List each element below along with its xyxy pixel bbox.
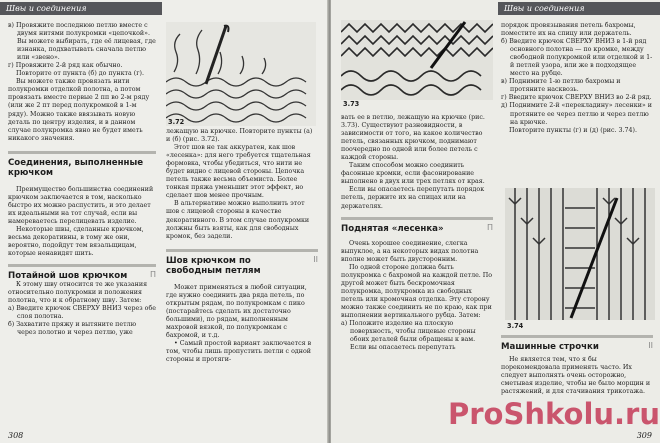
- right-column-2b: [501, 334, 653, 396]
- difficulty-mark: II: [648, 341, 653, 350]
- right-section-title-ladder: Поднятая «лесенка»: [341, 223, 444, 234]
- right-text-c2-d: д) Поднимите 2-й «перекладину» лесенки» и протяните ее через петлю и через петлю на крючке.: [501, 102, 652, 126]
- right-text-c2-repeat: Повторите пункты (г) и (д) (рис. 3.74).: [509, 126, 637, 134]
- left-column-1: [8, 22, 156, 337]
- difficulty-mark: П: [149, 270, 156, 280]
- left-section-title-crochet: Соединения, выполненные крючком: [8, 157, 144, 178]
- right-text-c2-v: в) Поднимите 1-ю петлю бахромы и протяните насквозь.: [501, 78, 621, 94]
- page-number-left: 308: [8, 431, 24, 440]
- right-text-c2-b: б) Введите крючок СВЕРХУ ВНИЗ в 1-й ряд основного полотна — по кромке, между свободной полукромкой или отделкой и 1-й петлей узора, или же в подходящее место на рубце.: [501, 38, 653, 78]
- right-text-c1-4: Очень хорошее соединение, слегка выпуклое, а на некоторых видах полотна вполне может быть двусторонним.: [341, 239, 479, 263]
- difficulty-mark: II: [313, 254, 318, 264]
- left-text-para: Вы можете также провязать нити полукромки отделкой полотна, а потом провязать вместе первые 2 пп во 2-м ряду (или же 2 пт перед полукромкой в 1-м ряду). Можно также ввязывать новую деталь по центру изделия, и в данном случае полукромка явно не будет иметь никакого значения.: [8, 78, 150, 142]
- figure-3-73-image: [341, 20, 493, 100]
- right-text-c1-3: Если вы опасаетесь перепутать порядок петель, держите их на спицах или на держателях.: [341, 186, 485, 210]
- right-column-1: [341, 114, 493, 352]
- right-text-c1-6: а) Положите изделие на плоскую поверхность, чтобы лицевые стороны обоих деталей были обращены к вам. Если вы опасаетесь перепутать: [341, 320, 476, 352]
- watermark-text: ProShkolu.ru: [448, 397, 660, 431]
- figure-3-72-label: 3.72: [168, 118, 185, 126]
- right-page: [331, 0, 660, 443]
- left-text-c2-2: Этот шов не так аккуратен, как шов «лесенка»: для него требуется тщательная формовка, чтобы убедиться, что нити не будет видно с лицевой стороны. Цепочка петель также весьма объемиста. Более тонкая пряжа уменьшит этот эффект, но сделает шов менее прочным.: [166, 144, 311, 200]
- left-text-hidden-1: К этому шву относится те же указания относительно полукромки и положения полотна, что и к обратному шву. Затем:: [8, 281, 148, 305]
- right-text-c1-5: По одной стороне должна быть полукромка с бахромой на каждой петле. По другой может быть бескромочная полукромка, полукромка из свободных петель или кромочная отделка. Эту сторону можно также соединить не по краю, как при выполнении вертикального рубца. Затем:: [341, 263, 493, 319]
- left-text-hidden-a: а) Введите крючок СВЕРХУ ВНИЗ через обе слоя полотна.: [8, 305, 156, 321]
- left-page: [0, 0, 328, 443]
- section-divider: [166, 249, 318, 252]
- page-number-right: 309: [636, 431, 652, 440]
- right-text-c1-2: Таким способом можно соединить фасонные кромки, если фасонирование выполнено в двух или трех петлях от края.: [341, 162, 485, 186]
- left-text-repeat: Повторите от пункта (б) до пункта (г).: [16, 70, 144, 78]
- section-divider: [501, 335, 653, 338]
- left-running-header: Швы и соединения: [0, 2, 162, 15]
- watermark-logo: [448, 394, 660, 434]
- right-text-c2-1: порядок провязывания петель бахромы, поместите их на спицу или держатель.: [501, 22, 636, 38]
- right-column-2: [501, 22, 653, 135]
- section-divider: [8, 264, 156, 267]
- section-divider: [8, 151, 156, 154]
- figure-3-74-image: [505, 188, 655, 320]
- right-text-c2-g: г) Введите крючок СВЕРХУ ВНИЗ во 2-й ряд.: [501, 94, 652, 102]
- figure-3-74-label: 3.74: [507, 322, 524, 330]
- left-column-2: [166, 128, 318, 364]
- left-text-c2-5: • Самый простой вариант заключается в том, чтобы лишь пропустить петли с одной стороны и протяги-: [166, 339, 312, 364]
- figure-3-72-image: [166, 22, 316, 126]
- section-divider: [341, 217, 493, 220]
- right-section-title-machine: Машинные строчки: [501, 342, 599, 352]
- difficulty-mark: П: [486, 222, 493, 232]
- left-text-b: в) Провяжите последнюю петлю вместе с двумя нитями полукромки «цепочкой». Вы можете выбирать, где её лицевая, где изнанка, подхватывать сначала петлю или «звено».: [8, 22, 156, 62]
- left-text-c2-4: Может применяться в любой ситуации, где нужно соединить два ряда петель, по открытым рядам, по полукромкам с пико (постарайтесь сделать их достаточно большими), по рядам, выполненным махровой вязкой, по полукромкам с бахромой, и т.д.: [166, 283, 307, 339]
- right-text-c1-1: вать ее в петлю, лежащую на крючке (рис. 3.73). Существуют разновидности, в зависимости от того, на какое количество петель, связанных крючком, поднимают поочередно по одной или более петель с каждой стороны.: [341, 114, 485, 162]
- left-text-c2-1: лежащую на крючке. Повторите пункты (а) и (б) (рис. 3.72).: [166, 128, 313, 144]
- left-text-crochet-1: Преимущество большинства соединений крючком заключается в том, насколько быстро их можно распустить, и это делает их идеальными на тот случай, если вы намереваетесь перелицевать изделие.: [8, 185, 154, 225]
- right-text-machine: Не является тем, что я бы порекомендовала применять часто. Их следует выполнять очень осторожно, сметывая изделие, чтобы не было морщин и растяжений, и для стачивания трикотажа.: [501, 356, 651, 396]
- left-section-title-free-loops: Шов крючком по свободным петлям: [166, 255, 261, 276]
- figure-3-73-label: 3.73: [343, 100, 360, 108]
- left-text-c2-3: В альтернативе можно выполнить этот шов с лицевой стороны в качестве декоративного. В этом случае полукромки должны быть взяты, как для свободных кромок, без задели.: [166, 200, 310, 240]
- left-text-crochet-2: Некоторые швы, сделанные крючком, весьма декоративны, в тому же они, вероятно, подойдут тем вязальщицам, которые ненавидят шить.: [8, 225, 144, 258]
- right-running-header: Швы и соединения: [498, 2, 660, 15]
- left-text-hidden-b: б) Захватите пряжу и вытяните петлю через полотно и через петлю, уже: [8, 321, 137, 337]
- left-text-g: г) Провяжите 2-й ряд как обычно.: [8, 62, 123, 70]
- left-section-title-hidden-seam: Потайной шов крючком: [8, 271, 128, 282]
